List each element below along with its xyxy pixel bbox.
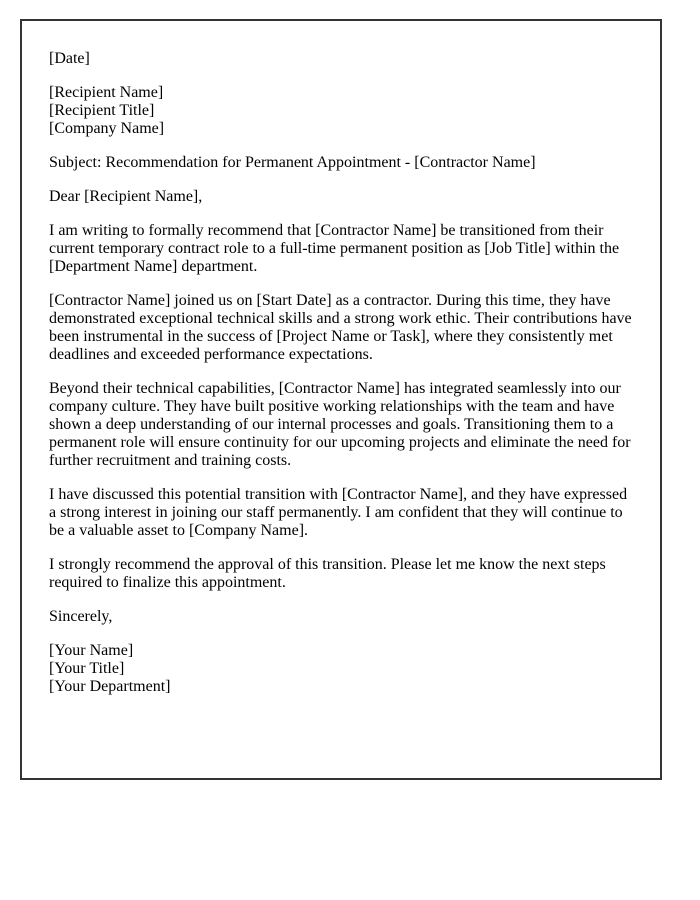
date-line: [Date]: [49, 50, 90, 67]
subject-line: Subject: Recommendation for Permanent Appointment - [Contractor Name]: [49, 154, 536, 171]
signature-title-line: [Your Title]: [49, 660, 125, 677]
signature-name-line: [Your Name]: [49, 642, 134, 659]
body-paragraph-culture: Beyond their technical capabilities, [Contractor Name] has integrated seamlessly into our company culture. They have built positive working relationships with the team and have shown a deep understanding of our internal processes and goals. Transitioning them to a permanent role will ensure continuity for our upcoming projects and eliminate the need for further recruitment and training costs.: [49, 380, 631, 469]
body-paragraph-discussion: I have discussed this potential transition with [Contractor Name], and they have expressed a strong interest in joining our staff permanently. I am confident that they will continue to be a valuable asset to [Company Name].: [49, 486, 628, 539]
salutation-line: Dear [Recipient Name],: [49, 188, 203, 205]
recipient-title-line: [Recipient Title]: [49, 102, 155, 119]
body-paragraph-recommendation: I strongly recommend the approval of this transition. Please let me know the next steps required to finalize this appointment.: [49, 556, 606, 591]
closing-line: Sincerely,: [49, 608, 113, 625]
signature-block: [49, 642, 632, 696]
recipient-name-line: [Recipient Name]: [49, 84, 164, 101]
recipient-block: [49, 84, 632, 138]
recipient-company-line: [Company Name]: [49, 120, 165, 137]
body-paragraph-intro: I am writing to formally recommend that [Contractor Name] be transitioned from their current temporary contract role to a full-time permanent position as [Job Title] within the [Department Name] department.: [49, 222, 620, 275]
body-paragraph-history: [Contractor Name] joined us on [Start Date] as a contractor. During this time, they have demonstrated exceptional technical skills and a strong work ethic. Their contributions have been instrumental in the success of [Project Name or Task], where they consistently met deadlines and exceeded performance expectations.: [49, 292, 632, 363]
letter-document: [20, 19, 662, 780]
signature-department-line: [Your Department]: [49, 678, 171, 695]
